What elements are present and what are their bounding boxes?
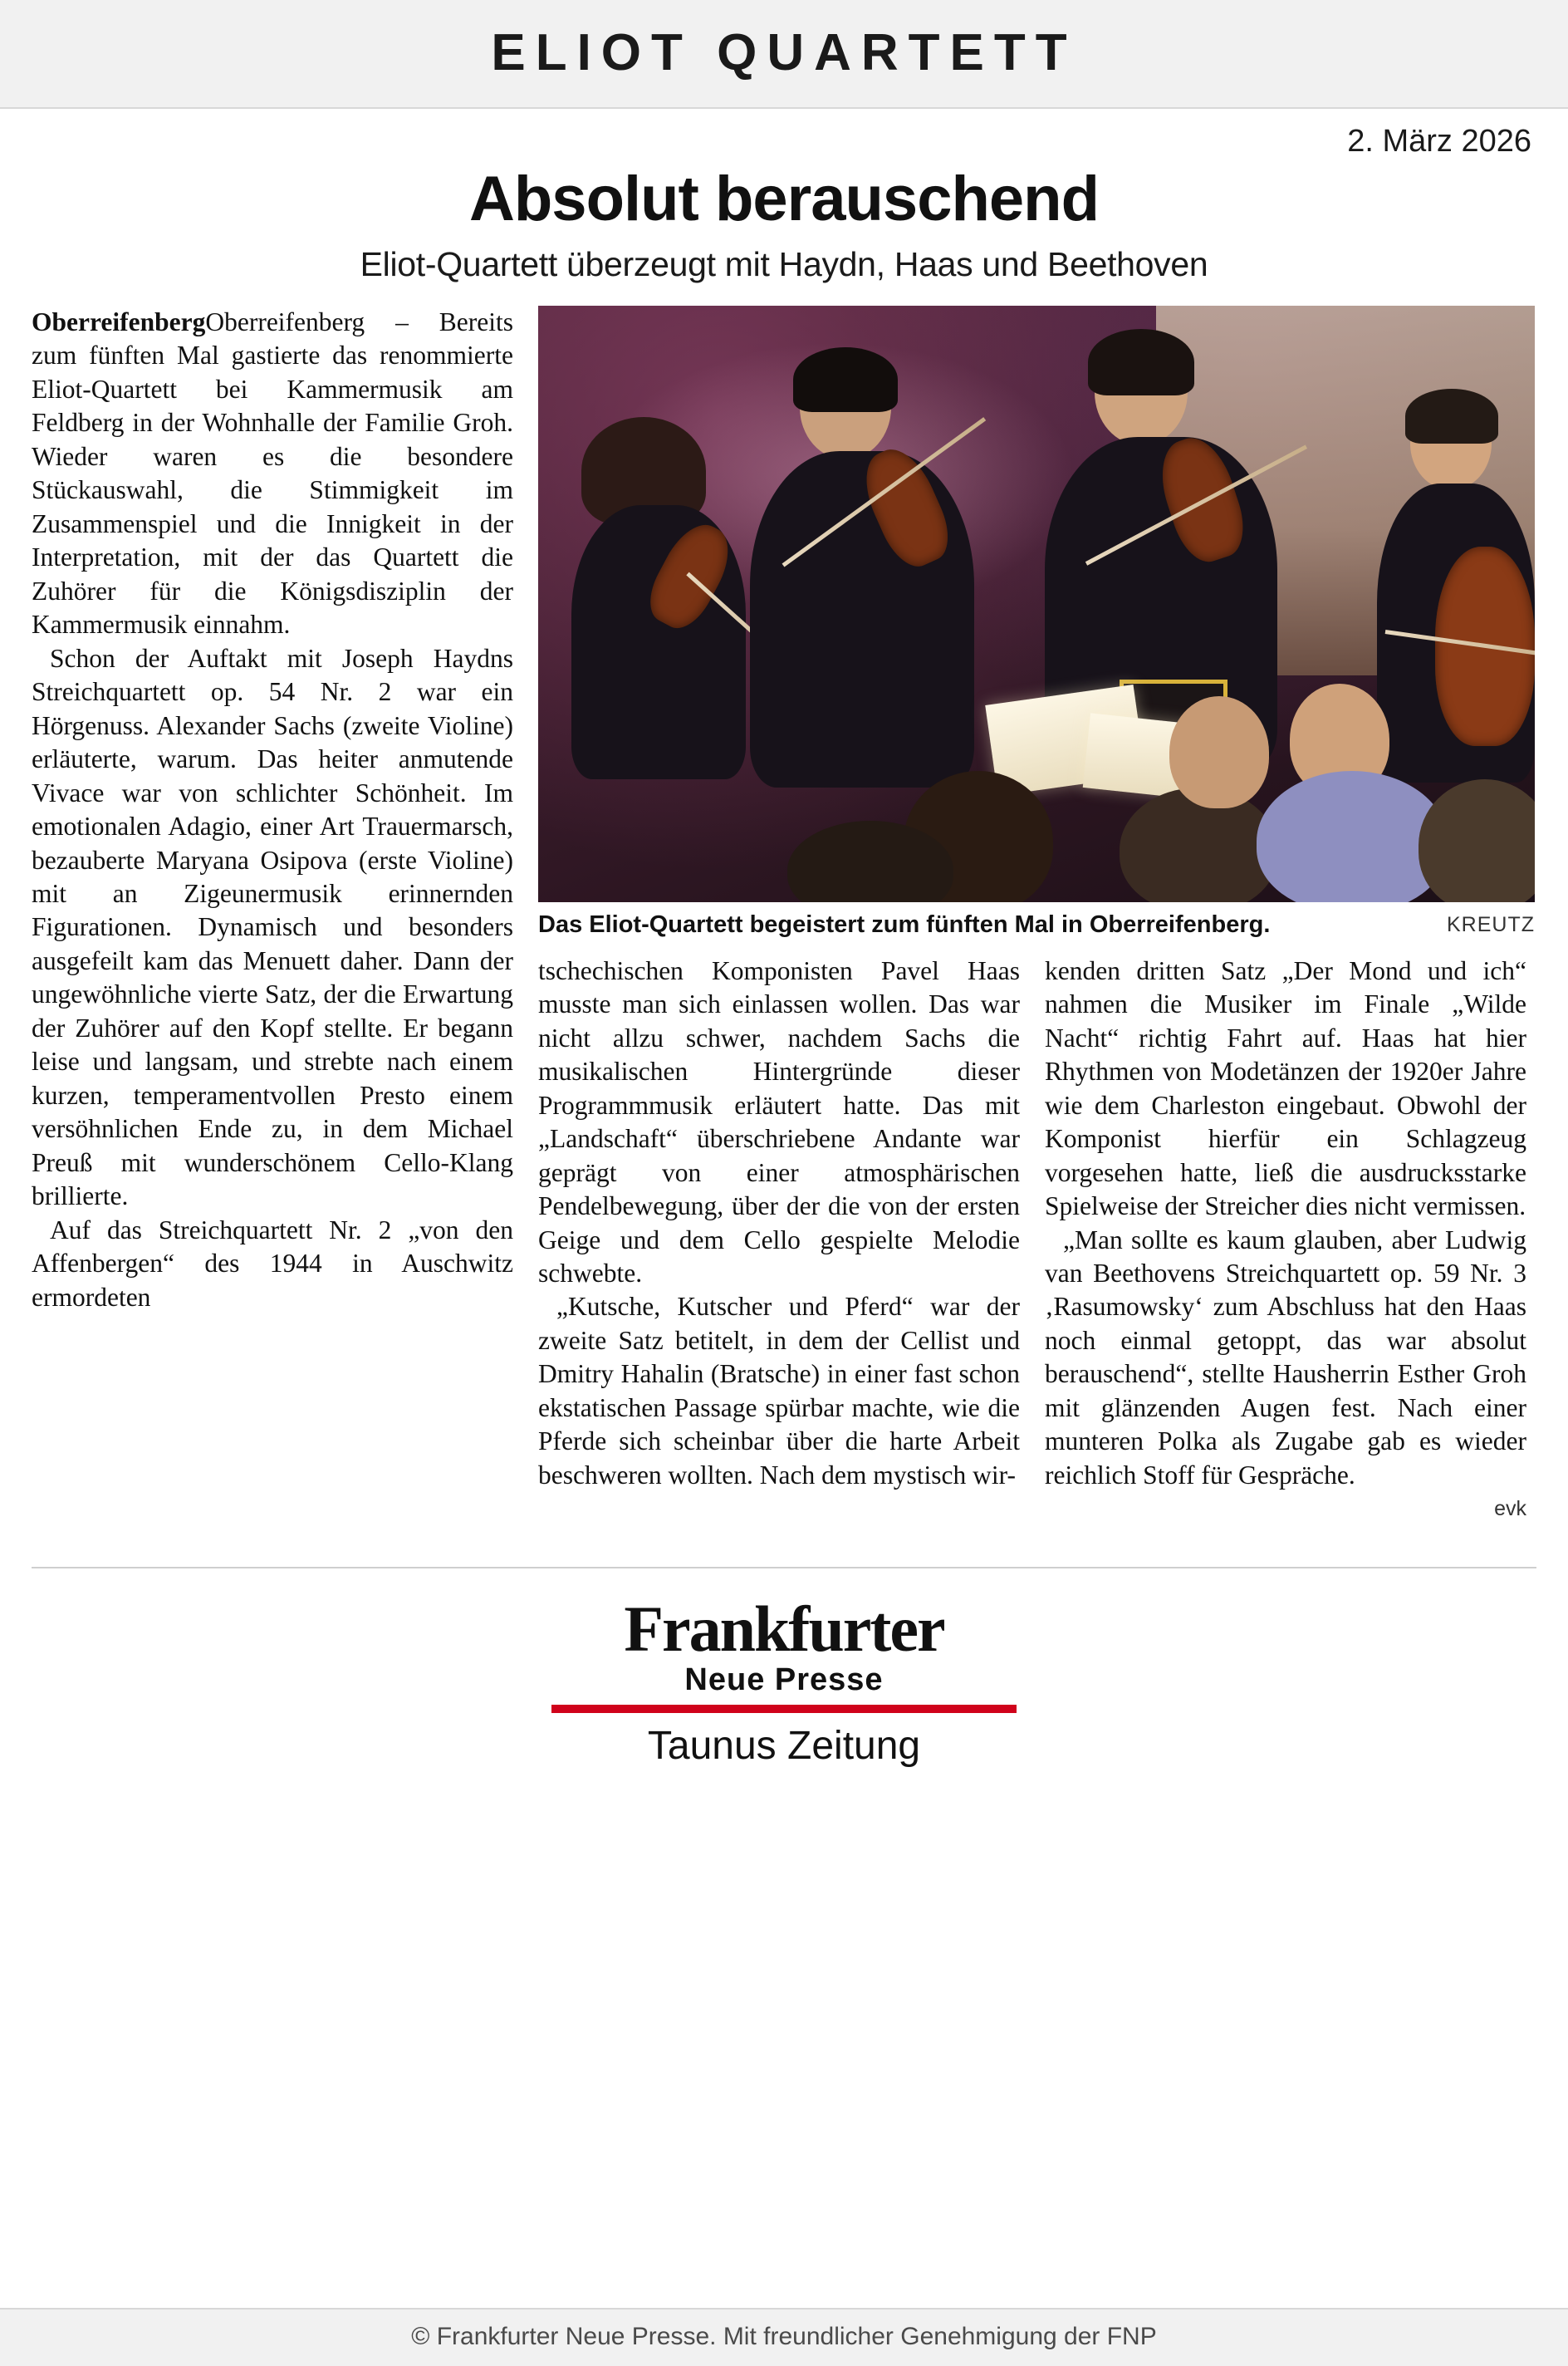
article-body: [32, 306, 1536, 1522]
footer: [32, 1522, 1536, 1768]
paragraph: [32, 306, 513, 642]
masthead-title: ELIOT QUARTETT: [491, 24, 1077, 81]
logo-accent-bar: [551, 1705, 1017, 1713]
hair: [1088, 329, 1194, 395]
lower-columns: [538, 940, 1535, 1523]
publisher-logo: [32, 1568, 1536, 1768]
audience-head: [1169, 696, 1269, 808]
article-column-2: [538, 955, 1020, 1493]
paragraph: Schon der Auftakt mit Joseph Haydns Streichquartett op. 54 Nr. 2 war ein Hörgenuss. Alexander Sachs (zweite Violine) erläuterte, warum. Das heiter anmutende Vivace war von schlichter Schönheit. Im emotionalen Adagio, einer Art Trauermarsch, bezauberte Maryana Osipova (erste Violine) mit an Zigeunermusik erinnernden Figurationen. Dynamisch und besonders ausgefeilt kam das Menuett daher. Dann der ungewöhnliche vierte Satz, der die Erwartung der Zuhörer auf den Kopf stellte. Er begann leise und langsam, und strebte nach einem kurzen, temperamentvollen Presto einem versöhnlichen Ende zu, in dem Michael Preuß mit wunderschönem Cello-Klang brillierte.: [32, 643, 513, 1211]
article-column-1: [32, 306, 513, 1314]
headline: Absolut berauschend: [469, 164, 1099, 234]
photo-caption-text: Das Eliot-Quartett begeistert zum fünften Mal in Oberreifenberg.: [538, 911, 1271, 938]
paragraph: „Kutsche, Kutscher und Pferd“ war der zweite Satz betitelt, in dem der Cellist und Dmitry Hahalin (Bratsche) in einer fast schon ekstatischen Passage spürbar machte, wie die Pferde sich scheinbar über die harte Arbeit beschweren wollten. Nach dem mystisch wir-: [538, 1292, 1020, 1490]
torso: [750, 451, 974, 788]
logo-frankfurter: Frankfurter: [624, 1593, 944, 1666]
paragraph: „Man sollte es kaum glauben, aber Ludwig van Beethovens Streichquartett op. 59 Nr. 3 ‚Rasumowsky‘ zum Abschluss hat den Haas noch einmal getoppt, das war absolut berauschend“, stellte Hausherrin Esther Groh mit glänzenden Augen fest. Nach einer munteren Polka als Zugabe gab es wieder reichlich Stoff für Gespräche.: [1045, 1225, 1526, 1490]
photo-caption: [538, 902, 1535, 940]
hair: [1405, 389, 1498, 444]
copyright-text: © Frankfurter Neue Presse. Mit freundlicher Genehmigung der FNP: [411, 2323, 1157, 2350]
logo-neue-presse: Neue Presse: [684, 1662, 884, 1697]
musician-second-violin: [750, 356, 982, 788]
copyright-bar: [0, 2308, 1568, 2366]
paragraph: tschechischen Komponisten Pavel Haas musste man sich einlassen wollen. Das war nicht allzu schwer, nachdem Sachs die musikalischen Hintergründe dieser Programmmusik erläutert hatte. Das mit „Landschaft“ überschriebene Andante war geprägt von einer atmosphärischen Pendelbewegung, über der die von der ersten Geige und dem Cello gespielte Melodie schwebte.: [538, 955, 1020, 1289]
article-content: [0, 124, 1568, 1769]
musician-first-violin: [563, 422, 754, 779]
string-quartet-performance-photo: [538, 306, 1535, 902]
masthead: [0, 0, 1568, 109]
dateline-place: Oberreifenberg: [32, 307, 206, 336]
musician-cello: [1377, 397, 1535, 788]
photo-credit: KREUTZ: [1447, 913, 1535, 936]
hair: [793, 347, 898, 412]
publication-date: 2. März 2026: [1347, 124, 1531, 159]
paragraph: kenden dritten Satz „Der Mond und ich“ nahmen die Musiker im Finale „Wilde Nacht“ richtig Fahrt auf. Haas hat hier Rhythmen von Modetänzen der 1920er Jahre wie dem Charleston eingebaut. Obwohl der Komponist hierfür ein Schlagzeug vorgesehen hatte, ließ die ausdrucksstarke Spielweise der Streicher dies nicht vermissen.: [1045, 955, 1526, 1221]
logo-taunus-zeitung: Taunus Zeitung: [647, 1723, 921, 1768]
paragraph: Auf das Streichquartett Nr. 2 „von den Affenbergen“ des 1944 in Auschwitz ermordeten: [32, 1215, 513, 1312]
author-credit: evk: [1494, 1497, 1526, 1521]
article-column-3: [1045, 955, 1526, 1523]
subheadline: Eliot-Quartett überzeugt mit Haydn, Haas und Beethoven: [360, 245, 1208, 283]
paragraph-text: Oberreifenberg – Bereits zum fünften Mal gastierte das renommierte Eliot-Quartett bei Kammermusik am Feldberg in der Wohnhalle der Familie Groh. Wieder waren es die besondere Stückauswahl, die Stimmigkeit im Zusammenspiel und die Innigkeit in der Interpretation, mit der das Quartett die Zuhörer für die Königsdisziplin der Kammermusik einnahm.: [32, 307, 513, 640]
photo-block: [538, 306, 1535, 1522]
